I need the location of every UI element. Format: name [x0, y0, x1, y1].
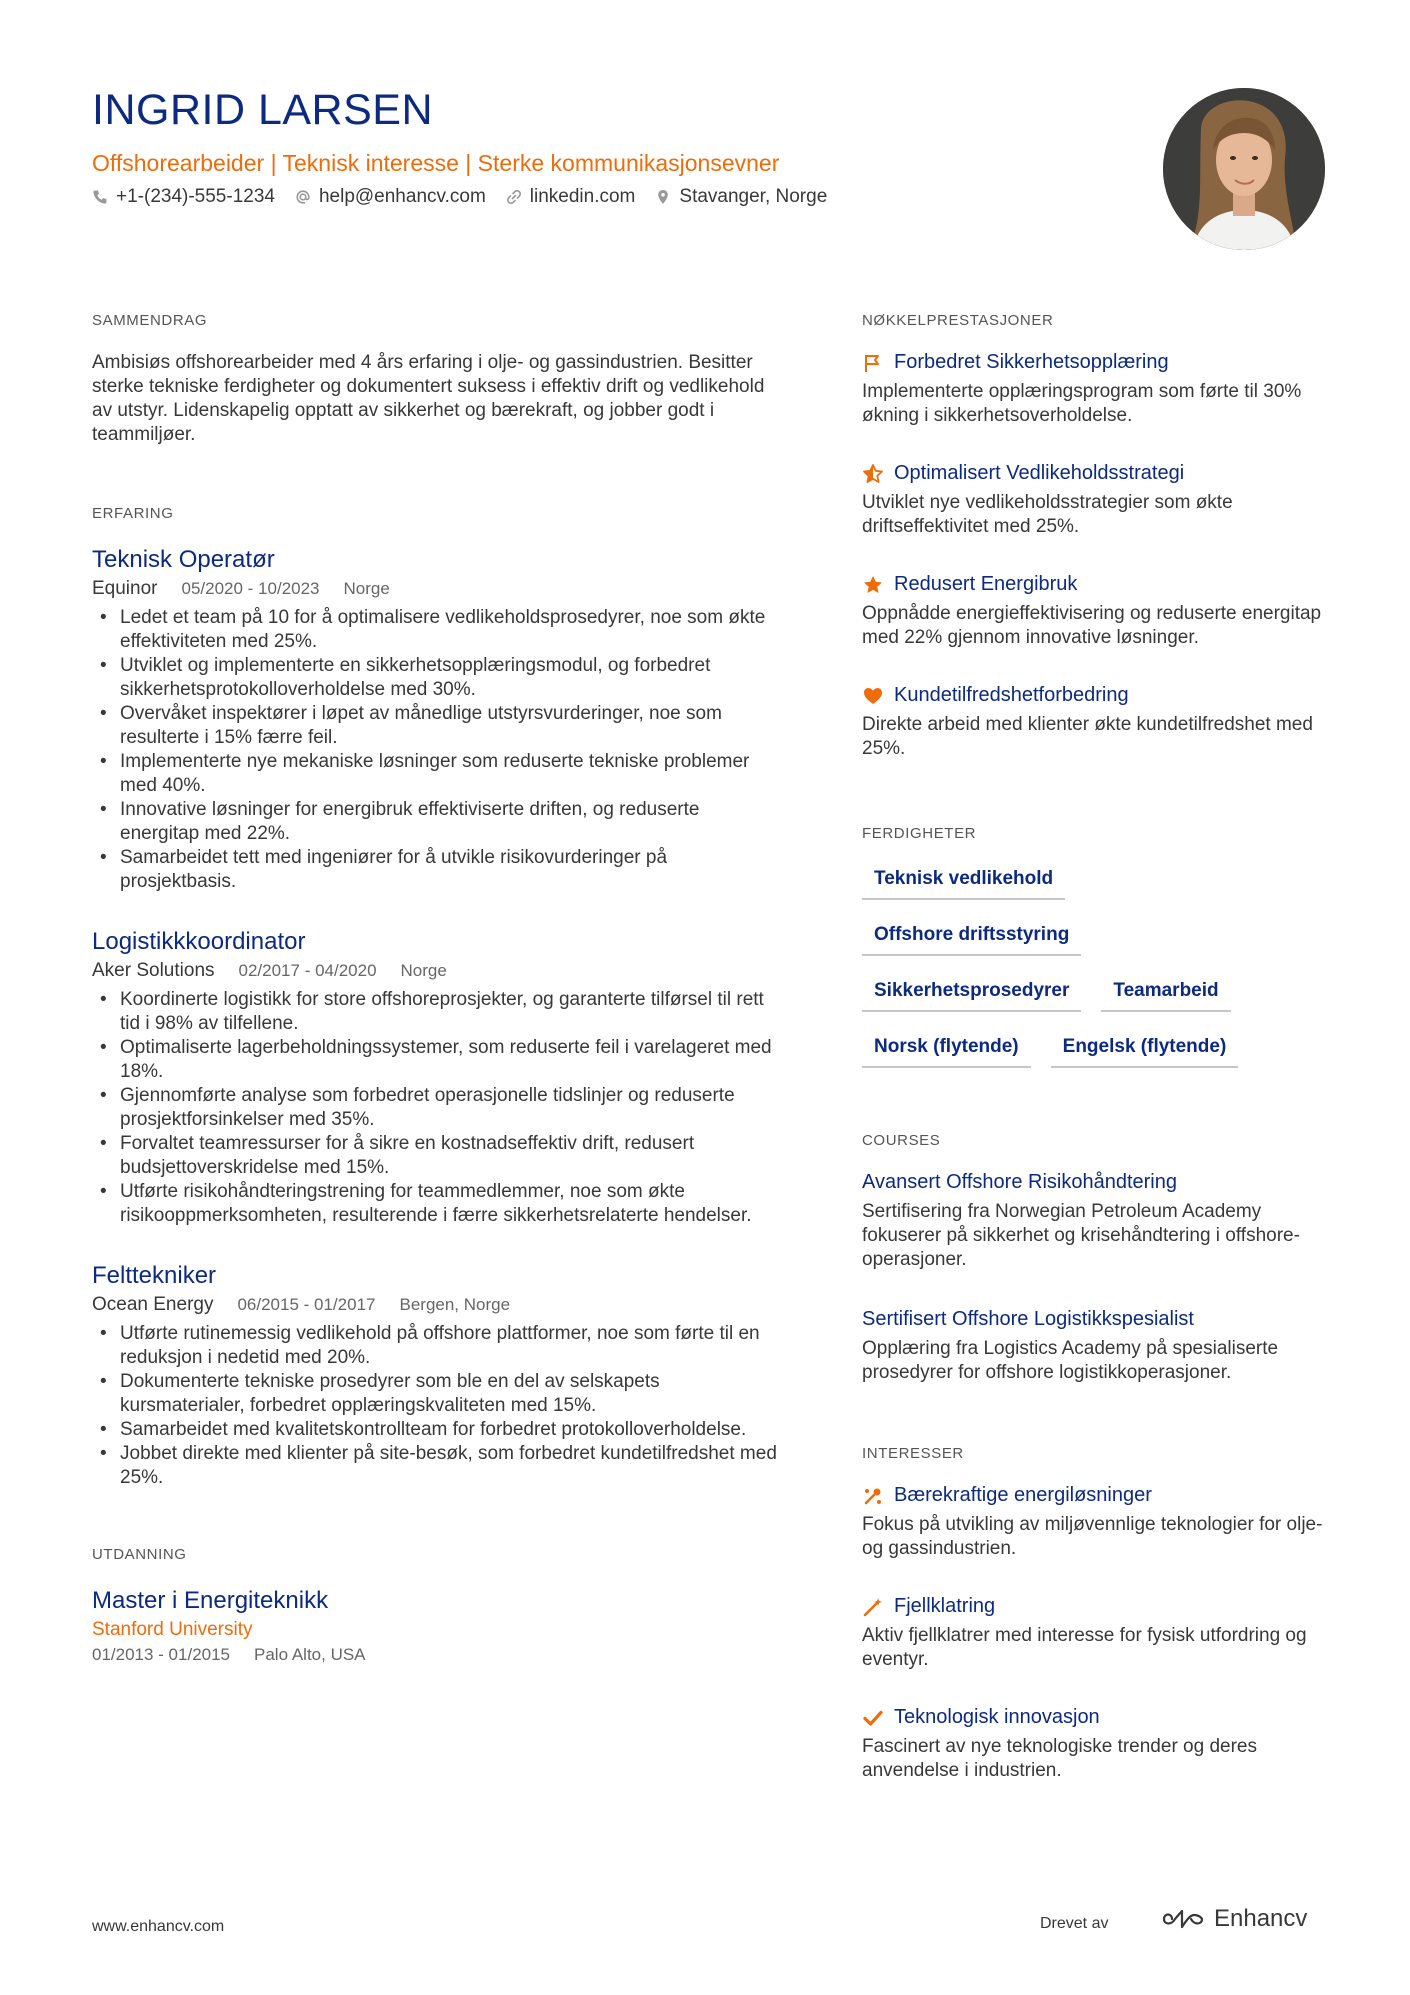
courses-section — [862, 1132, 1332, 1385]
link-icon — [506, 189, 522, 205]
contact-email[interactable] — [295, 186, 486, 208]
job-dates: 05/2020 - 10/2023 — [181, 579, 320, 598]
profile-photo — [1163, 88, 1325, 250]
achievement-desc: Direkte arbeid med klienter økte kundetilfredshet med 25%. — [862, 714, 1313, 759]
flag-icon — [862, 352, 884, 374]
job-bullet: • Samarbeidet med kvalitetskontrollteam for forbedret protokolloverholdelse. — [92, 1418, 782, 1442]
linkedin-text: linkedin.com — [529, 186, 636, 207]
job-company: Ocean Energy — [92, 1294, 214, 1315]
at-icon — [295, 189, 311, 205]
section-title-courses: COURSES — [862, 1132, 941, 1149]
job-location: Norge — [400, 961, 447, 980]
interest-desc: Aktiv fjellklatrer med interesse for fysisk utfordring og eventyr. — [862, 1625, 1307, 1670]
course-item — [862, 1308, 1332, 1385]
interest-item — [862, 1595, 1332, 1672]
course-desc: Sertifisering fra Norwegian Petroleum Academy fokuserer på sikkerhet og krisehåndtering i offshore-operasjoner. — [862, 1201, 1300, 1270]
section-title-education: UTDANNING — [92, 1546, 187, 1563]
job-bullets — [92, 1322, 782, 1490]
achievements-section — [862, 312, 1332, 761]
brand-name: Enhancv — [1214, 1905, 1308, 1932]
skills-section — [862, 825, 1332, 1068]
skill-tag: Teamarbeid — [1101, 974, 1230, 1012]
job-dates: 06/2015 - 01/2017 — [237, 1295, 376, 1314]
job-company: Aker Solutions — [92, 960, 215, 981]
footer-powered-by: Drevet av — [1040, 1915, 1109, 1932]
achievement-title: Redusert Energibruk — [894, 573, 1078, 595]
job-title: Teknisk Operatør — [92, 546, 275, 573]
achievement-desc: Implementerte opplæringsprogram som førte til 30% økning i sikkerhetsoverholdelse. — [862, 381, 1302, 426]
skill-tag: Teknisk vedlikehold — [862, 862, 1065, 900]
skills-list — [862, 862, 1302, 1068]
course-title: Avansert Offshore Risikohåndtering — [862, 1171, 1177, 1193]
job-bullet: • Ledet et team på 10 for å optimalisere vedlikeholdsprosedyrer, noe som økte effektiviteten med 25%. — [92, 606, 782, 654]
interest-title: Teknologisk innovasjon — [894, 1706, 1100, 1728]
job-bullet: • Dokumenterte tekniske prosedyrer som ble en del av selskapets kursmaterialer, forbedret opplæringskvaliteten med 15%. — [92, 1370, 782, 1418]
course-title: Sertifisert Offshore Logistikkspesialist — [862, 1308, 1194, 1330]
job-bullet: • Samarbeidet tett med ingeniører for å utvikle risikovurderinger på prosjektbasis. — [92, 846, 782, 894]
section-title-interests: INTERESSER — [862, 1445, 964, 1462]
job-bullet: • Overvåket inspektører i løpet av månedlige utstyrsvurderinger, noe som resulterte i 15% færre feil. — [92, 702, 782, 750]
summary-section — [92, 312, 782, 447]
interests-section — [862, 1445, 1332, 1783]
job-bullet: • Innovative løsninger for energibruk effektiviserte driften, og reduserte energitap med 22%. — [92, 798, 782, 846]
job-bullet: • Forvaltet teamressurser for å sikre en kostnadseffektiv drift, redusert budsjettoverskridelse med 15%. — [92, 1132, 782, 1180]
phone-text: +1-(234)-555-1234 — [116, 186, 275, 207]
footer-url[interactable]: www.enhancv.com — [92, 1918, 225, 1935]
contact-location — [655, 186, 827, 208]
job-location: Bergen, Norge — [399, 1295, 511, 1314]
candidate-name: INGRID LARSEN — [92, 86, 434, 134]
job-bullet: • Utførte risikohåndteringstrening for teammedlemmer, noe som økte risikooppmerksomheten, resulterende i færre sikkerhetsrelaterte hendelser. — [92, 1180, 782, 1228]
phone-icon — [92, 189, 108, 205]
job-bullet: • Jobbet direkte med klienter på site-besøk, som forbedret kundetilfredshet med 25%. — [92, 1442, 782, 1490]
job-entry — [92, 546, 782, 894]
magic-wand-icon — [862, 1596, 884, 1618]
experience-section — [92, 505, 782, 1490]
interest-desc: Fokus på utvikling av miljøvennlige teknologier for olje- og gassindustrien. — [862, 1514, 1323, 1559]
achievement-item — [862, 351, 1332, 428]
job-entry — [92, 1262, 782, 1490]
education-section — [92, 1546, 782, 1665]
interest-item — [862, 1706, 1332, 1783]
course-item — [862, 1171, 1332, 1272]
checkmark-icon — [862, 1707, 884, 1729]
achievement-desc: Utviklet nye vedlikeholdsstrategier som økte driftseffektivitet med 25%. — [862, 492, 1233, 537]
brand-logo[interactable] — [1160, 1905, 1307, 1933]
job-bullet: • Gjennomførte analyse som forbedret operasjonelle tidslinjer og reduserte prosjektforsinkelser med 35%. — [92, 1084, 782, 1132]
job-bullet: • Implementerte nye mekaniske løsninger som reduserte tekniske problemer med 40%. — [92, 750, 782, 798]
education-location: Palo Alto, USA — [254, 1645, 366, 1664]
job-company: Equinor — [92, 578, 158, 599]
achievement-title: Forbedret Sikkerhetsopplæring — [894, 351, 1169, 373]
contact-phone[interactable] — [92, 186, 275, 208]
achievement-title: Kundetilfredshetforbedring — [894, 684, 1129, 706]
job-location: Norge — [343, 579, 390, 598]
star-icon — [862, 574, 884, 596]
interest-desc: Fascinert av nye teknologiske trender og deres anvendelse i industrien. — [862, 1736, 1257, 1781]
education-dates: 01/2013 - 01/2015 — [92, 1645, 231, 1664]
section-title-achievements: NØKKELPRESTASJONER — [862, 312, 1054, 329]
enhancv-logo-icon — [1160, 1907, 1206, 1931]
job-meta — [92, 960, 782, 982]
education-school: Stanford University — [92, 1619, 253, 1640]
job-bullets — [92, 606, 782, 894]
job-bullet: • Koordinerte logistikk for store offshoreprosjekter, og garanterte tilførsel til rett tid i 98% av tilfellene. — [92, 988, 782, 1036]
section-title-skills: FERDIGHETER — [862, 825, 977, 842]
job-bullets — [92, 988, 782, 1228]
achievement-item — [862, 573, 1332, 650]
job-dates: 02/2017 - 04/2020 — [238, 961, 377, 980]
email-text: help@enhancv.com — [318, 186, 486, 207]
skill-tag: Engelsk (flytende) — [1051, 1030, 1239, 1068]
interest-title: Fjellklatring — [894, 1595, 996, 1617]
job-bullet: • Utførte rutinemessig vedlikehold på offshore plattformer, noe som førte til en reduksjon i nedetid med 20%. — [92, 1322, 782, 1370]
contact-linkedin[interactable] — [506, 186, 636, 208]
interest-title: Bærekraftige energiløsninger — [894, 1484, 1152, 1506]
job-title: Logistikkkoordinator — [92, 928, 306, 955]
tools-icon — [862, 1485, 884, 1507]
star-half-icon — [862, 463, 884, 485]
right-column — [862, 312, 1332, 1783]
achievement-desc: Oppnådde energieffektivisering og reduserte energitap med 22% gjennom innovative løsninger. — [862, 603, 1322, 648]
summary-text: Ambisiøs offshorearbeider med 4 års erfaring i olje- og gassindustrien. Besitter sterke tekniske ferdigheter og dokumentert suksess i effektiv drift og vedlikehold av utstyr. Lidenskapelig opptatt av sikkerhet og bærekraft, og jobber godt i teammiljøer. — [92, 352, 765, 445]
contact-bar — [92, 186, 827, 208]
heart-icon — [862, 685, 884, 707]
course-desc: Opplæring fra Logistics Academy på spesialiserte prosedyrer for offshore logistikkoperasjoner. — [862, 1338, 1279, 1383]
interest-item — [862, 1484, 1332, 1561]
left-column — [92, 312, 782, 1665]
location-pin-icon — [655, 189, 671, 205]
achievement-item — [862, 684, 1332, 761]
job-meta — [92, 1294, 782, 1316]
job-bullet: • Utviklet og implementerte en sikkerhetsopplæringsmodul, og forbedret sikkerhetsprotokolloverholdelse med 30%. — [92, 654, 782, 702]
skill-tag: Offshore driftsstyring — [862, 918, 1081, 956]
achievement-item — [862, 462, 1332, 539]
section-title-summary: SAMMENDRAG — [92, 312, 208, 329]
achievement-title: Optimalisert Vedlikeholdsstrategi — [894, 462, 1185, 484]
job-bullet: • Optimaliserte lagerbeholdningssystemer, som reduserte feil i varelageret med 18%. — [92, 1036, 782, 1084]
section-title-experience: ERFARING — [92, 505, 174, 522]
skill-tag: Norsk (flytende) — [862, 1030, 1031, 1068]
education-degree: Master i Energiteknikk — [92, 1587, 329, 1614]
education-meta — [92, 1645, 782, 1665]
job-entry — [92, 928, 782, 1228]
job-title: Felttekniker — [92, 1262, 217, 1289]
tagline: Offshorearbeider | Teknisk interesse | Sterke kommunikasjonsevner — [92, 150, 780, 176]
skill-tag: Sikkerhetsprosedyrer — [862, 974, 1081, 1012]
job-meta — [92, 578, 782, 600]
location-text: Stavanger, Norge — [679, 186, 828, 207]
